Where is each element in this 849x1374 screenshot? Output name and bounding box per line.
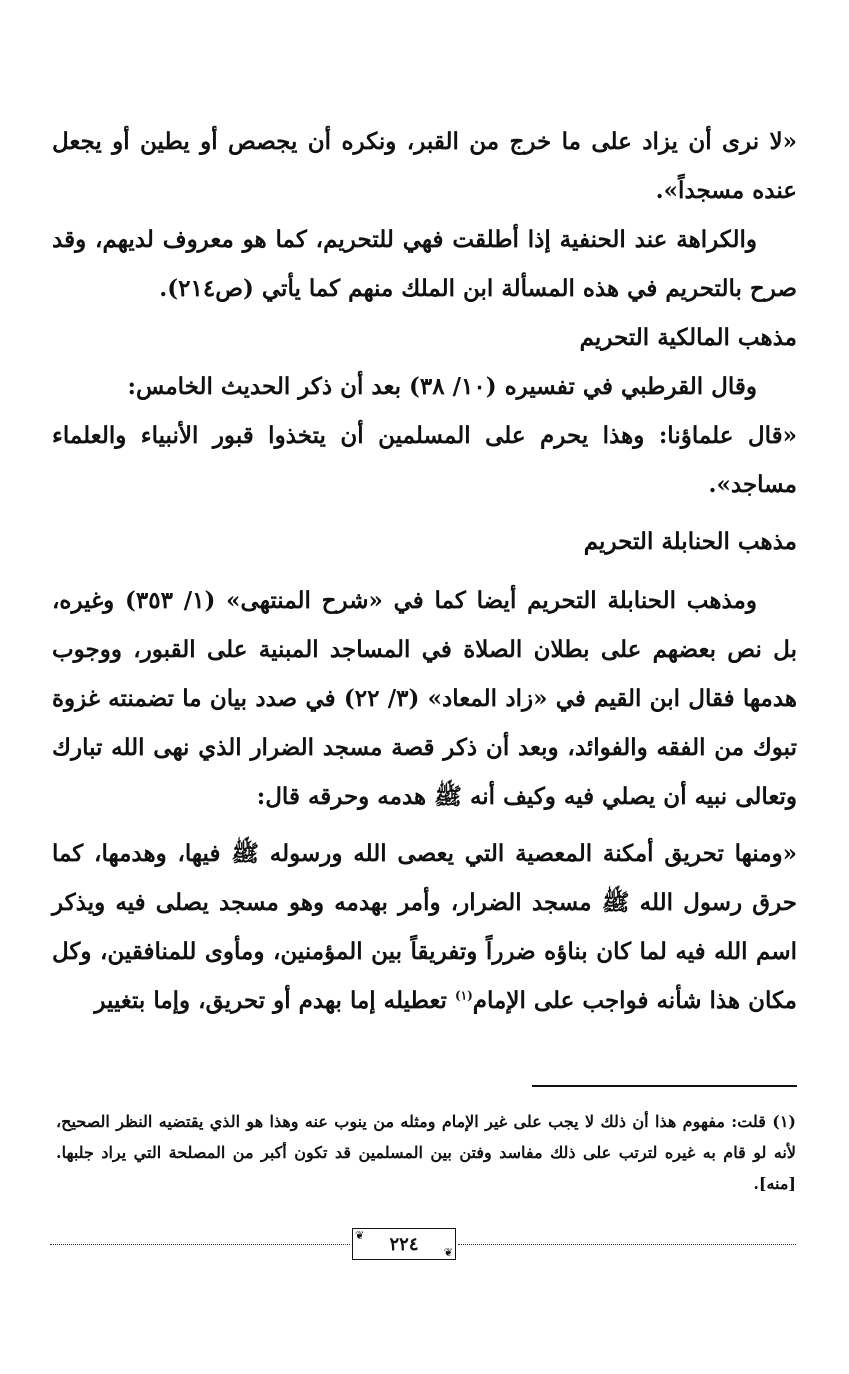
footnote-text: (١) قلت: مفهوم هذا أن ذلك لا يجب على غير الإمام ومثله من ينوب عنه وهذا هو الذي يقتضيه النظر الصحيح، لأنه لو قام به غيره لترتب على ذلك مفاسد وفتن بين المسلمين قد تكون أكبر من المصلحة التي يراد جلبها.[منه].	[56, 1112, 796, 1193]
quote-text-part-1: «ومنها تحريق أمكنة المعصية التي يعصى الله ورسوله ﷺ فيها، وهدمها، كما حرق رسول الله ﷺ مسجد الضرار، وأمر بهدمه وهو مسجد يصلى فيه ويذكر اسم الله فيه لما كان بناؤه ضرراً وتفريقاً بين المؤمنين، ومأوى للمنافقين، وكل مكان هذا شأنه فواجب على الإمام	[52, 840, 797, 1014]
quote-text-part-2: تعطيله إما بهدم أو تحريق، وإما بتغيير	[94, 987, 455, 1014]
paragraph-hanafi-karaha: والكراهة عند الحنفية إذا أطلقت فهي للتحريم، كما هو معروف لديهم، وقد صرح بالتحريم في هذه المسألة ابن الملك منهم كما يأتي (ص٢١٤).	[52, 226, 797, 302]
footer-dotted-line-left	[50, 1244, 350, 1245]
paragraph-hanbali: ومذهب الحنابلة التحريم أيضا كما في «شرح المنتهى» (١/ ٣٥٣) وغيره، بل نص بعضهم على بطلان الصلاة في المساجد المبنية على القبور، ووجوب هدمها فقال ابن القيم في «زاد المعاد» (٣/ ٢٢) في صدد بيان ما تضمنته غزوة تبوك من الفقه والفوائد، وبعد أن ذكر قصة مسجد الضرار الذي نهى الله تبارك وتعالى نبيه أن يصلي فيه وكيف أنه ﷺ هدمه وحرقه قال:	[52, 587, 797, 810]
footnote-separator	[532, 1085, 797, 1087]
footer-dotted-line-right	[458, 1244, 796, 1245]
ornament-icon: ❦	[355, 1229, 365, 1242]
footnote-reference[interactable]: (١)	[454, 988, 473, 1003]
main-text	[52, 117, 797, 1025]
quote-paragraph-qurtubi: «قال علماؤنا: وهذا يحرم على المسلمين أن يتخذوا قبور الأنبياء والعلماء مساجد».	[52, 422, 797, 498]
page-number-frame	[352, 1228, 456, 1260]
quote-paragraph-ibn-qayyim	[52, 829, 797, 1025]
quote-paragraph-hanafi: «لا نرى أن يزاد على ما خرج من القبر، ونكره أن يجصص أو يطين أو يجعل عنده مسجداً».	[52, 128, 797, 204]
paragraph-qurtubi: وقال القرطبي في تفسيره (١٠/ ٣٨) بعد أن ذكر الحديث الخامس:	[127, 373, 757, 400]
heading-hanbali: مذهب الحنابلة التحريم	[583, 528, 797, 555]
page-number: ٢٢٤	[389, 1233, 419, 1255]
heading-maliki: مذهب المالكية التحريم	[579, 324, 797, 351]
ornament-icon: ❦	[443, 1246, 453, 1259]
